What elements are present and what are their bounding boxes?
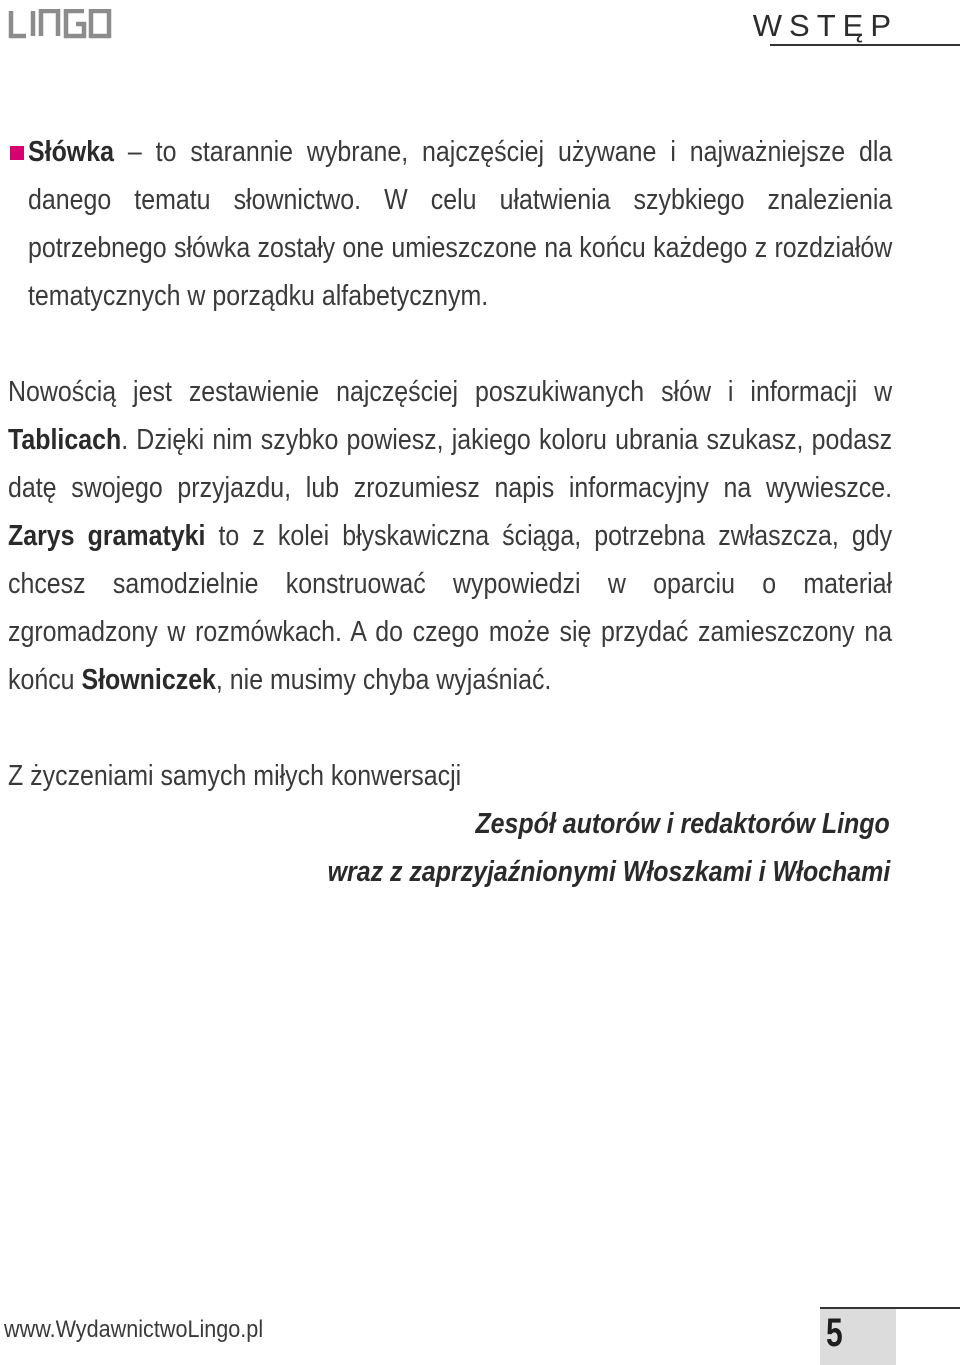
term-zarys-gramatyki: Zarys gramatyki: [8, 520, 206, 552]
bullet-marker: [10, 146, 24, 160]
term-slowniczek: Słowniczek: [81, 664, 216, 696]
page-number: 5: [826, 1311, 843, 1355]
para-text-4: , nie musimy chyba wyjaśniać.: [215, 664, 552, 696]
title-underline: [770, 44, 960, 46]
term-tablice: Tablicach: [8, 424, 122, 456]
signature-line-2: wraz z zaprzyjaźnionymi Włoszkami i Włochami: [327, 856, 890, 888]
para-text-1: Nowością jest zestawienie najczęściej poszukiwanych słów i informacji w: [8, 376, 893, 408]
lingo-logo: [8, 8, 112, 40]
term-slowka: Słówka: [28, 136, 114, 168]
footer-url[interactable]: www.WydawnictwoLingo.pl: [4, 1316, 264, 1343]
bullet-text: – to starannie wybrane, najczęściej używane i najważniejsze dla danego tematu słownictwo. W celu ułatwienia szybkiego znalezienia potrzebnego słówka zostały one umieszczone na końcu każdego z rozdziałów tematycznych w porządku alfabetycznym.: [28, 136, 893, 312]
para-text-3: to z kolei błyskawiczna ściąga, potrzebna zwłaszcza, gdy chcesz samodzielnie konstruować wypowiedzi w oparciu o materiał zgromadzony w rozmówkach. A do czego może się przydać zamieszczony na końcu: [8, 520, 893, 696]
para-text-2: . Dzięki nim szybko powiesz, jakiego koloru ubrania szukasz, podasz datę swojego przyjazdu, lub zrozumiesz napis informacyjny na wywieszce.: [8, 424, 893, 504]
intro-paragraph: [8, 368, 892, 704]
greeting: Z życzeniami samych miłych konwersacji: [8, 760, 462, 792]
signature-line-1: Zespół autorów i redaktorów Lingo: [475, 808, 890, 840]
lingo-logo-icon: [8, 9, 112, 39]
section-title: WSTĘP: [752, 8, 898, 43]
bullet-paragraph: [28, 128, 892, 320]
